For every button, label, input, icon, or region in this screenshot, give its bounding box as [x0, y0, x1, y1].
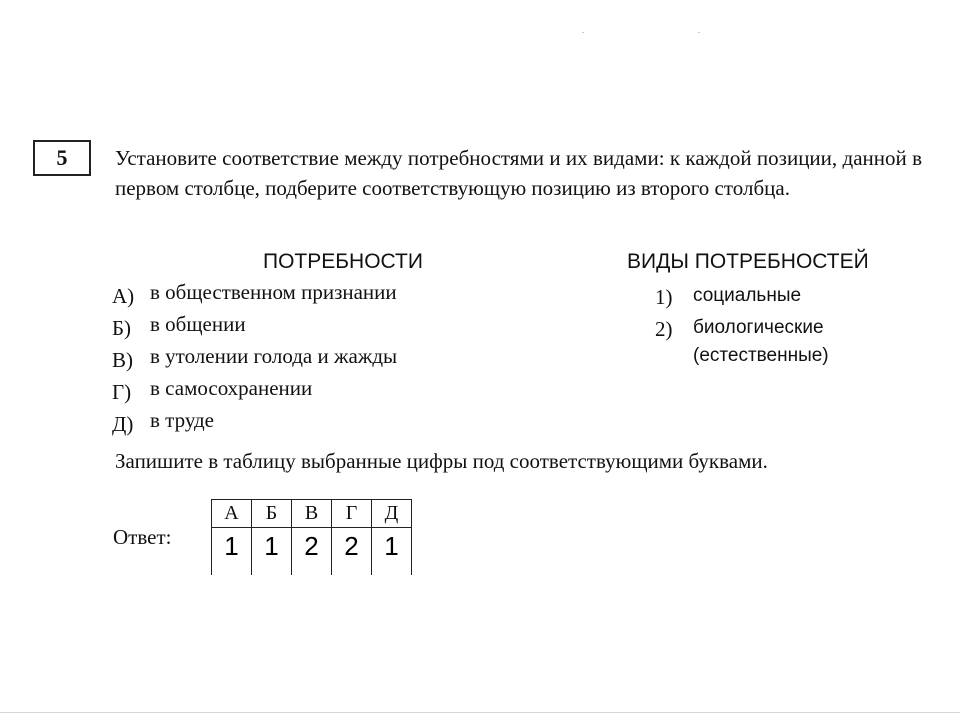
answer-column-g: Г	[332, 500, 372, 528]
type-number: 2)	[655, 317, 673, 341]
need-text: в труде	[150, 408, 215, 432]
answer-column-b: Б	[252, 500, 292, 528]
need-letter: Д)	[112, 412, 134, 436]
type-text: социальные	[693, 285, 802, 306]
answer-header-row	[212, 500, 412, 528]
task-number-box	[33, 140, 91, 176]
need-letter: Б)	[112, 316, 132, 340]
answer-cell-g[interactable]: 2	[332, 528, 372, 576]
type-number: 1)	[655, 285, 673, 309]
need-text: в самосохранении	[150, 376, 313, 400]
type-text: биологические (естественные)	[693, 317, 829, 366]
task-instruction: Установите соответствие между потребностями и их видами: к каждой позиции, данной в первом столбце, подберите соответствующую позицию из второго столбца.	[115, 146, 922, 200]
need-letter: Г)	[112, 380, 132, 404]
page-bottom-divider	[0, 712, 960, 713]
need-letter: В)	[112, 348, 133, 372]
scan-artifact-dots: . .	[582, 26, 756, 35]
types-column-header: ВИДЫ ПОТРЕБНОСТЕЙ	[627, 250, 869, 273]
needs-column-header: ПОТРЕБНОСТИ	[263, 250, 423, 273]
answer-label: Ответ:	[113, 525, 172, 549]
answer-column-d: Д	[372, 500, 412, 528]
answer-table	[211, 499, 412, 575]
task-number: 5	[56, 145, 68, 170]
need-text: в общении	[150, 312, 246, 336]
need-letter: А)	[112, 284, 135, 308]
answer-cell-a[interactable]: 1	[212, 528, 252, 576]
need-text: в утолении голода и жажды	[150, 344, 398, 368]
write-instruction: Запишите в таблицу выбранные цифры под соответствующими буквами.	[115, 449, 768, 473]
answer-cell-d[interactable]: 1	[372, 528, 412, 576]
need-text: в общественном признании	[150, 280, 397, 304]
answer-cell-b[interactable]: 1	[252, 528, 292, 576]
answer-column-a: А	[212, 500, 252, 528]
answer-column-v: В	[292, 500, 332, 528]
answer-cell-v[interactable]: 2	[292, 528, 332, 576]
answer-value-row	[212, 528, 412, 576]
